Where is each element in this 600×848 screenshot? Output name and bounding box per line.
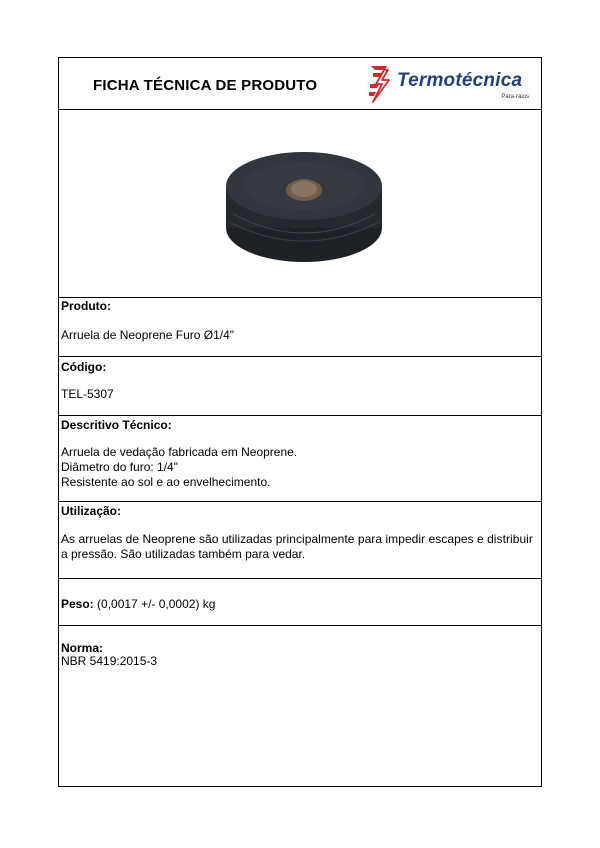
divider bbox=[59, 356, 541, 357]
peso-value: (0,0017 +/- 0,0002) kg bbox=[97, 597, 216, 611]
norma-label: Norma: bbox=[61, 641, 104, 655]
codigo-value: TEL-5307 bbox=[61, 387, 114, 401]
descritivo-line: Diâmetro do furo: 1/4" bbox=[61, 460, 178, 474]
company-logo bbox=[367, 64, 539, 106]
divider bbox=[59, 578, 541, 579]
norma-value: NBR 5419:2015-3 bbox=[61, 654, 158, 668]
descritivo-text bbox=[61, 445, 297, 490]
lightning-logo-icon bbox=[367, 64, 395, 104]
divider bbox=[59, 501, 541, 502]
product-photo bbox=[219, 134, 389, 269]
descritivo-label: Descritivo Técnico: bbox=[61, 418, 172, 432]
logo-subtitle: Para-raios bbox=[501, 94, 529, 100]
product-datasheet bbox=[58, 57, 542, 787]
utilizacao-line: a pressão. São utilizadas também para vedar. bbox=[61, 547, 306, 561]
divider bbox=[59, 625, 541, 626]
divider bbox=[59, 297, 541, 298]
utilizacao-label: Utilização: bbox=[61, 504, 122, 518]
divider bbox=[59, 415, 541, 416]
logo-name: Termotécnica bbox=[397, 70, 523, 91]
page-title: FICHA TÉCNICA DE PRODUTO bbox=[93, 77, 318, 94]
peso-row bbox=[61, 597, 215, 611]
descritivo-line: Resistente ao sol e ao envelhecimento. bbox=[61, 475, 271, 489]
produto-value: Arruela de Neoprene Furo Ø1/4" bbox=[61, 328, 235, 342]
divider bbox=[59, 109, 541, 110]
produto-label: Produto: bbox=[61, 299, 111, 313]
utilizacao-line: As arruelas de Neoprene são utilizadas principalmente para impedir escapes e distribuir bbox=[61, 532, 533, 546]
utilizacao-text bbox=[61, 532, 541, 562]
codigo-label: Código: bbox=[61, 360, 107, 374]
descritivo-line: Arruela de vedação fabricada em Neoprene. bbox=[61, 445, 298, 459]
peso-label: Peso: bbox=[61, 597, 94, 611]
